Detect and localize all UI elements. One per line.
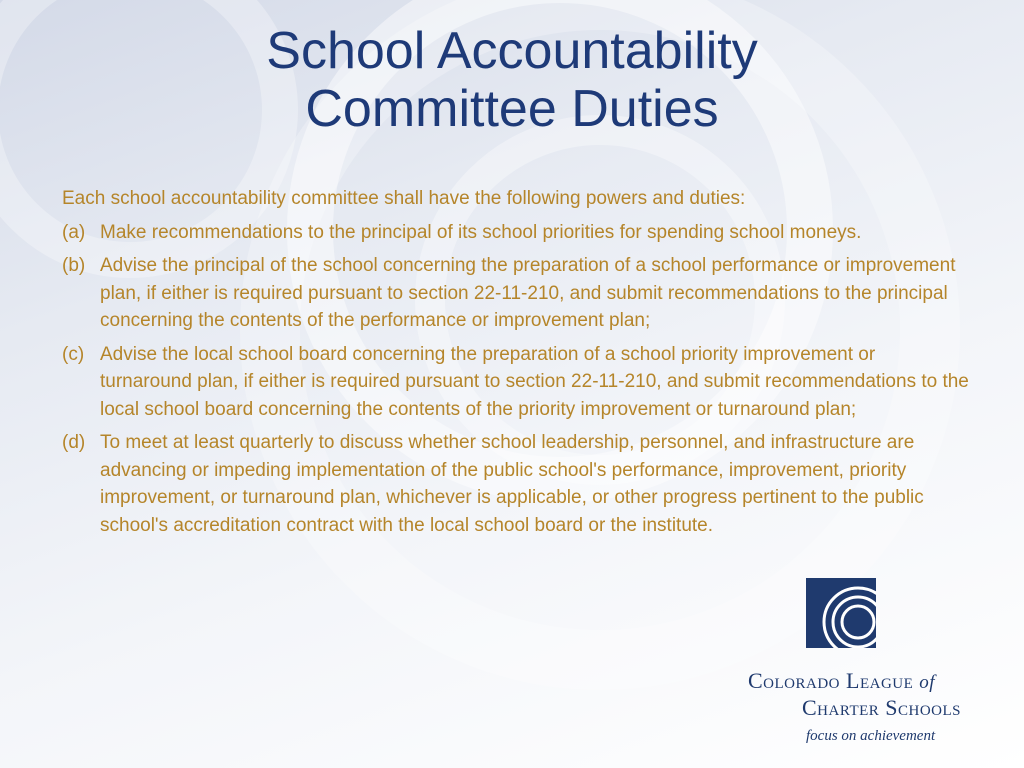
duty-item-d [62,429,972,539]
item-marker: (b) [62,255,86,276]
title-line-2: Committee Duties [305,80,719,138]
item-text: Advise the local school board concerning the preparation of a school priority improvement or turnaround plan, if either is required pursuant to section 22-11-210, and submit recommendations to the local school board concerning the contents of the priority improvement or turnaround plan; [100,343,969,420]
logo-of: of [919,672,936,693]
title-line-1: School Accountability [266,22,758,80]
duty-item-c [62,341,972,424]
item-text: To meet at least quarterly to discuss whether school leadership, personnel, and infrastructure are advancing or impeding implementation of the public school's performance, improvement, priority improvement, or turnaround plan, whichever is applicable, or other progress pertinent to the public school's accreditation contract with the local school board or the institute. [100,432,924,536]
item-text: Make recommendations to the principal of its school priorities for spending school moneys. [100,221,862,243]
duty-item-b [62,252,972,335]
duty-item-a [62,219,972,247]
intro-text: Each school accountability committee shall have the following powers and duties: [62,188,746,209]
item-marker: (d) [62,432,86,453]
organization-logo [748,668,1010,746]
logo-name-part-1: Colorado League [748,668,914,693]
logo-line-1 [748,668,1010,695]
item-marker: (c) [62,343,85,365]
logo-icon [806,578,876,648]
item-marker: (a) [62,221,86,243]
slide-title [0,22,1024,138]
duties-content [62,185,972,545]
logo-name-part-2: Charter Schools [802,695,962,720]
logo-tagline: focus on achievement [806,728,936,744]
item-text: Advise the principal of the school concerning the preparation of a school performance or improvement plan, if either is required pursuant to section 22-11-210, and submit recommendations to the principal concerning the contents of the performance or improvement plan; [100,255,956,331]
